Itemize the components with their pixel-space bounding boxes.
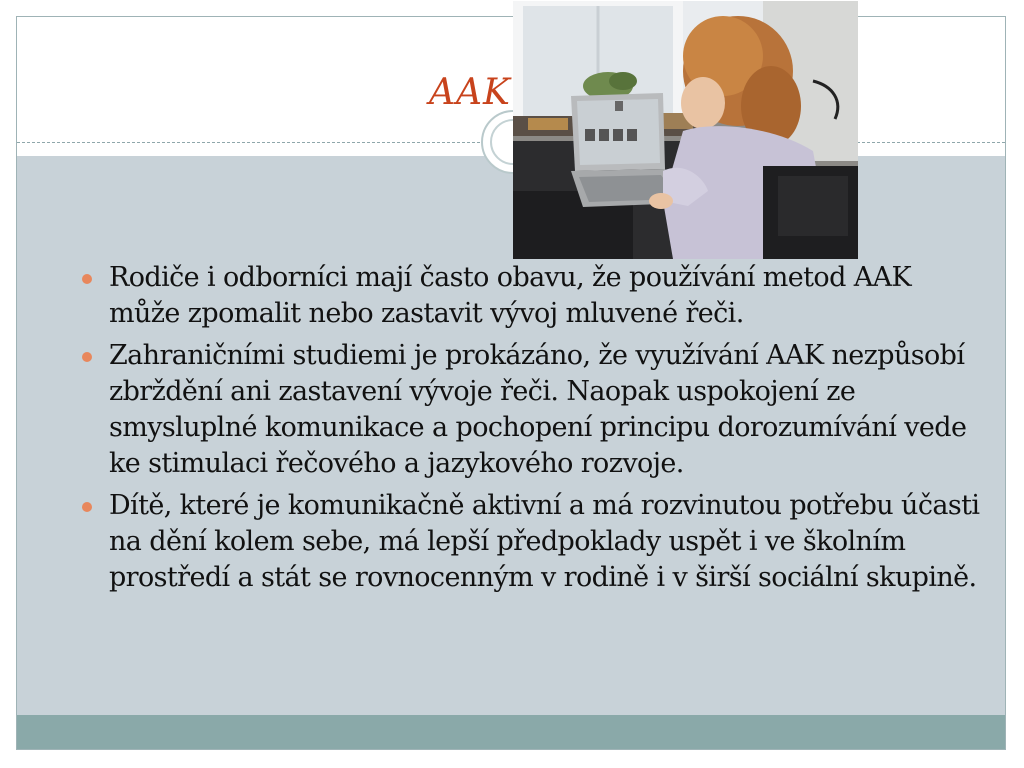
bullet-icon [82, 502, 92, 512]
bullet-text: Zahraničními studiemi je prokázáno, že využívání AAK nezpůsobí zbrždění ani zastavení vývoje řeči. Naopak uspokojení ze smysluplné komunikace a pochopení principu dorozumívání vede ke stimulaci řečového a jazykového rozvoje. [109, 340, 967, 479]
footer-band [17, 715, 1005, 749]
bullet-text: Dítě, které je komunikačně aktivní a má rozvinutou potřebu účasti na dění kolem sebe, má lepší předpoklady uspět i ve školním prostředí a stát se rovnocenným v rodině i v širší sociální skupině. [109, 490, 980, 593]
bullet-item [80, 260, 980, 332]
slide-photo [513, 1, 858, 259]
bullet-icon [82, 274, 92, 284]
bullet-item [80, 488, 980, 596]
bullet-text: Rodiče i odborníci mají často obavu, že používání metod AAK může zpomalit nebo zastavit vývoj mluvené řeči. [109, 262, 912, 329]
bullet-list [80, 260, 980, 602]
slide-title: AAK [429, 72, 511, 113]
bullet-item [80, 338, 980, 482]
bullet-icon [82, 352, 92, 362]
